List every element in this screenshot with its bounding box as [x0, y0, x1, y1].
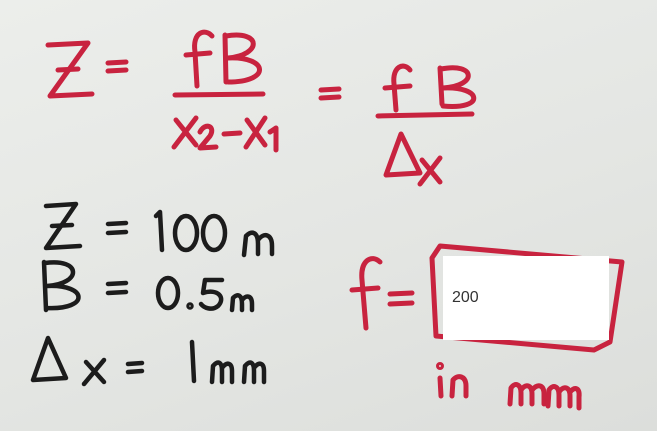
- letter-f-focal: [362, 259, 380, 328]
- focal-length-input[interactable]: [443, 256, 609, 340]
- fraction-bar-1: [175, 94, 263, 95]
- fraction-bar-2: [378, 114, 472, 116]
- formula-handwriting: [48, 32, 474, 184]
- givens-handwriting: [33, 204, 272, 384]
- letter-f-red: [195, 32, 212, 86]
- letter-b-red: [225, 35, 260, 82]
